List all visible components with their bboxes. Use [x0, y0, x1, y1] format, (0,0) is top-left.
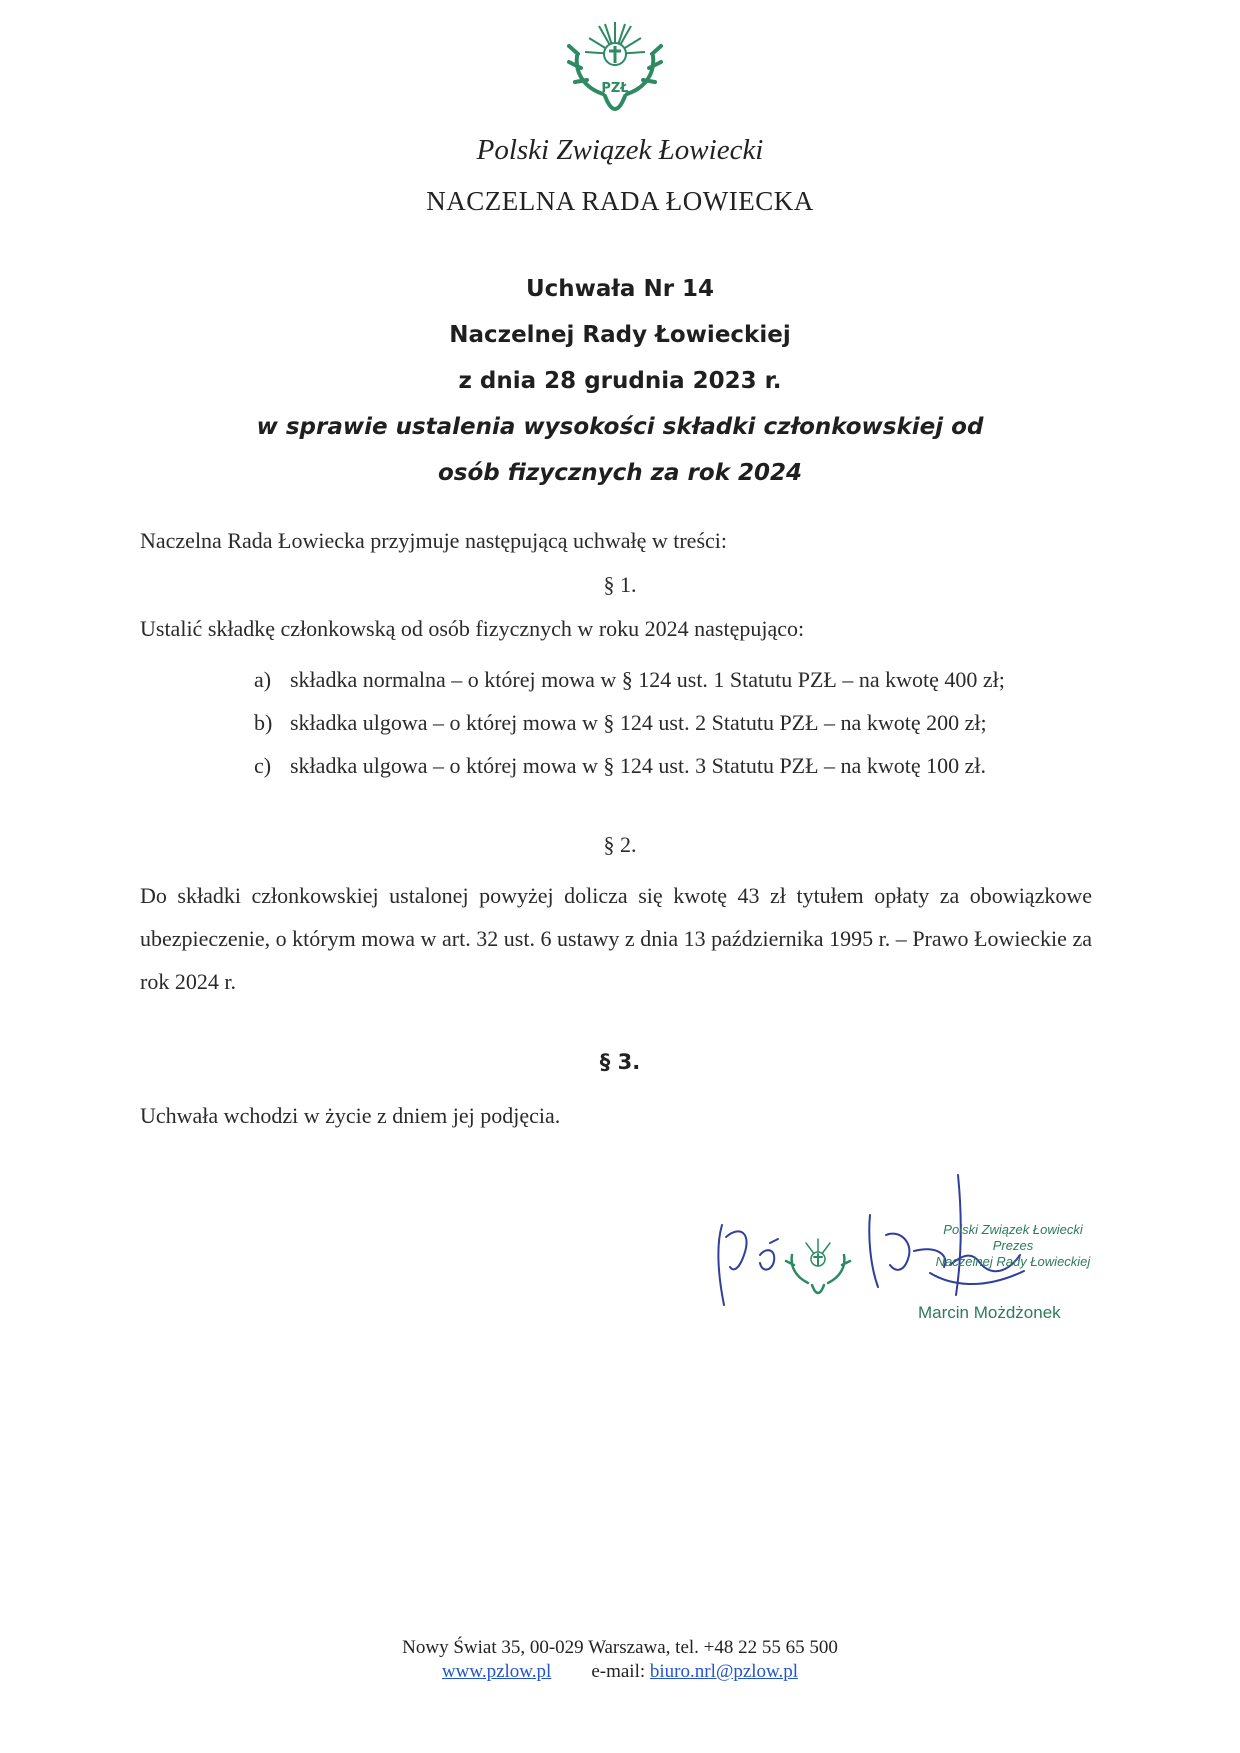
footer-address: Nowy Świat 35, 00-029 Warszawa, tel. +48 22 55 65 500: [402, 1637, 838, 1658]
list-item-text: składka normalna – o której mowa w § 124 ust. 1 Statutu PZŁ – na kwotę 400 zł;: [290, 667, 1005, 692]
footer-contacts: [0, 1660, 1240, 1684]
stamp-title: Prezes: [992, 1238, 1034, 1253]
stamp-emblem-icon: [786, 1239, 850, 1293]
list-item-letter: a): [254, 667, 272, 692]
stamp-organization: Polski Związek Łowiecki: [943, 1222, 1083, 1237]
logo-text: PZŁ: [601, 81, 629, 96]
list-item-letter: c): [254, 753, 272, 778]
fee-list: [254, 658, 1005, 787]
title-subject-line1: w sprawie ustalenia wysokości składki członkowskiej od: [256, 414, 984, 440]
title-body: Naczelnej Rady Łowieckiej: [449, 322, 791, 348]
organization-name: Polski Związek Łowiecki: [476, 134, 764, 166]
resolution-title: [0, 266, 1240, 496]
section-1-heading: § 1.: [603, 572, 637, 597]
council-name: NACZELNA RADA ŁOWIECKA: [426, 186, 814, 216]
official-stamp: [913, 1222, 1113, 1270]
list-item: [254, 701, 1005, 744]
section-1-lead: Ustalić składkę członkowską od osób fizycznych w roku 2024 następująco:: [140, 616, 805, 641]
email-label: e-mail:: [591, 1661, 646, 1682]
list-item: [254, 744, 1005, 787]
title-date: z dnia 28 grudnia 2023 r.: [458, 368, 782, 394]
list-item: [254, 658, 1005, 701]
section-2-text: Do składki członkowskiej ustalonej powyżej dolicza się kwotę 43 zł tytułem opłaty za obowiązkowe ubezpieczenie, o którym mowa w art. 32 ust. 6 ustawy z dnia 13 października 1995 r. – Prawo Łowieckie za rok 2024 r.: [140, 883, 1092, 994]
website-link[interactable]: www.pzlow.pl: [441, 1661, 552, 1682]
footer: [0, 1636, 1240, 1684]
signer-name: Marcin Możdżonek: [918, 1303, 1061, 1322]
email-link[interactable]: biuro.nrl@pzlow.pl: [649, 1661, 799, 1682]
list-item-letter: b): [254, 710, 273, 735]
section-3-heading: § 3.: [599, 1050, 641, 1074]
stamp-council: Naczelnej Rady Łowieckiej: [935, 1254, 1091, 1269]
intro-text: Naczelna Rada Łowiecka przyjmuje następującą uchwałę w treści:: [140, 528, 727, 553]
title-subject-line2: osób fizycznych za rok 2024: [437, 460, 803, 486]
pzl-emblem-icon: [565, 16, 665, 124]
section-2-heading: § 2.: [603, 832, 637, 857]
section-3-text: Uchwała wchodzi w życie z dniem jej podjęcia.: [140, 1103, 561, 1128]
list-item-text: składka ulgowa – o której mowa w § 124 ust. 2 Statutu PZŁ – na kwotę 200 zł;: [290, 710, 987, 735]
list-item-text: składka ulgowa – o której mowa w § 124 ust. 3 Statutu PZŁ – na kwotę 100 zł.: [290, 753, 986, 778]
title-number: Uchwała Nr 14: [525, 276, 715, 302]
